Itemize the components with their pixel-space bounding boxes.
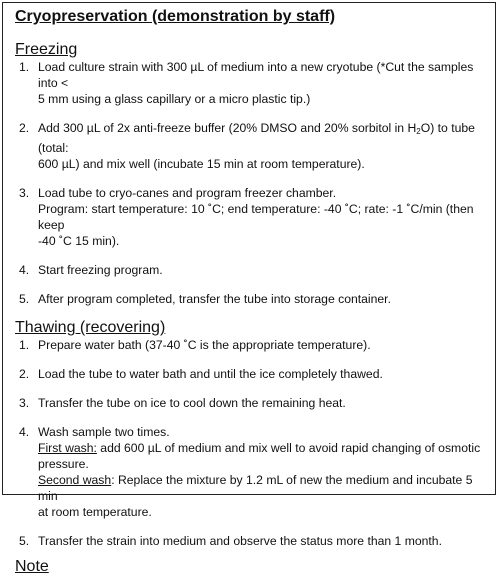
first-wash-line (38, 440, 491, 456)
step-text-line: pressure. (38, 457, 89, 471)
protocol-content (15, 7, 491, 576)
step-text-line: Transfer the tube on ice to cool down the remaining heat. (38, 396, 346, 410)
step-number: 1. (19, 60, 30, 74)
thawing-step-4 (15, 424, 491, 520)
thawing-step-3 (15, 395, 491, 411)
thawing-heading: Thawing (recovering) (15, 319, 166, 336)
step-text-line: at room temperature. (38, 505, 152, 519)
step-number: 4. (19, 425, 30, 439)
step-text-line (38, 120, 491, 156)
subscript: 2 (416, 127, 421, 136)
step-text-line: After program completed, transfer the tube into storage container. (38, 292, 391, 306)
freezing-steps (15, 59, 491, 307)
page-title: Cryopreservation (demonstration by staff) (15, 8, 336, 25)
step-number: 4. (19, 263, 30, 277)
freezing-step-4 (15, 262, 491, 278)
thawing-step-2 (15, 366, 491, 382)
second-wash-line (38, 472, 491, 504)
step-number: 3. (19, 186, 30, 200)
freezing-step-2 (15, 120, 491, 172)
step-text-line: 600 µL) and mix well (incubate 15 min at room temperature). (38, 157, 365, 171)
thawing-steps (15, 337, 491, 549)
step-text-part: O) to tube (total: (38, 121, 475, 155)
thawing-step-5 (15, 533, 491, 549)
freezing-step-5 (15, 291, 491, 307)
step-text-part: Add 300 µL of 2x anti-freeze buffer (20% DMSO and 20% sorbitol in H (38, 121, 417, 135)
step-text-line: Load the tube to water bath and until the ice completely thawed. (38, 367, 383, 381)
step-number: 2. (19, 367, 30, 381)
step-text-line: Prepare water bath (37-40 ˚C is the appropriate temperature). (38, 338, 371, 352)
first-wash-text: add 600 µL of medium and mix well to avoid rapid changing of osmotic (96, 441, 481, 455)
step-text-line: Load culture strain with 300 µL of medium into a new cryotube (*Cut the samples into < (38, 60, 474, 90)
step-text-line: -40 ˚C 15 min). (38, 234, 120, 248)
step-number: 5. (19, 292, 30, 306)
protocol-box (2, 2, 496, 575)
step-text-line: Transfer the strain into medium and observe the status more than 1 month. (38, 534, 442, 548)
freezing-step-3 (15, 185, 491, 249)
second-wash-text: : Replace the mixture by 1.2 mL of new the medium and incubate 5 min (38, 473, 473, 503)
first-wash-label: First wash: (38, 441, 97, 455)
step-number: 1. (19, 338, 30, 352)
step-text-line: Load tube to cryo-canes and program freezer chamber. (38, 186, 337, 200)
step-number: 2. (19, 121, 30, 135)
step-text-line: Start freezing program. (38, 263, 163, 277)
freezing-step-1 (15, 59, 491, 107)
second-wash-label: Second wash (38, 473, 112, 487)
step-number: 3. (19, 396, 30, 410)
freezing-heading: Freezing (15, 41, 78, 58)
thawing-step-1 (15, 337, 491, 353)
step-text-line: Program: start temperature: 10 ˚C; end temperature: -40 ˚C; rate: -1 ˚C/min (then keep (38, 202, 474, 232)
note-heading: Note (15, 558, 49, 575)
step-number: 5. (19, 534, 30, 548)
step-text-line: 5 mm using a glass capillary or a micro plastic tip.) (38, 92, 311, 106)
step-text-line: Wash sample two times. (38, 425, 170, 439)
